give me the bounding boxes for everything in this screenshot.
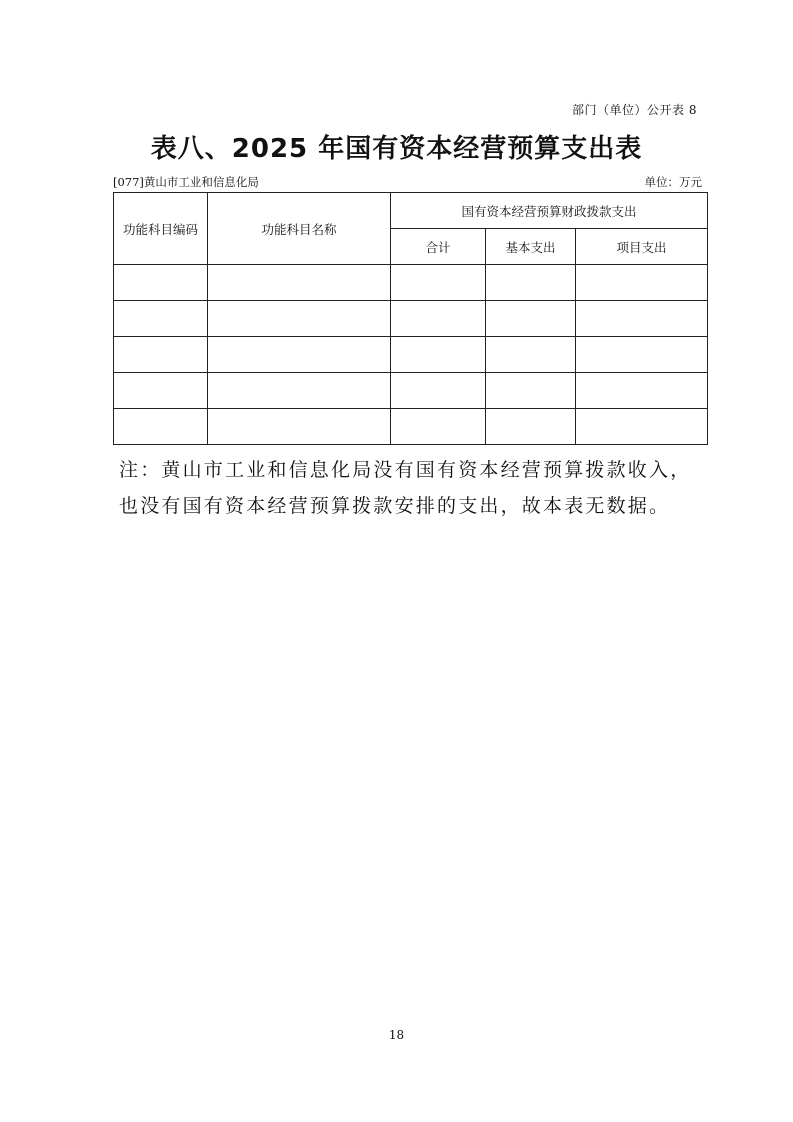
- table-cell: [208, 301, 391, 337]
- table-cell: [486, 337, 576, 373]
- column-header-basic: 基本支出: [486, 229, 576, 265]
- table-cell: [114, 337, 208, 373]
- table-cell: [576, 373, 708, 409]
- table-row: [114, 373, 708, 409]
- table-cell: [576, 409, 708, 445]
- table-cell: [486, 409, 576, 445]
- organization-label: [077]黄山市工业和信息化局: [113, 175, 259, 189]
- table-cell: [391, 373, 486, 409]
- form-code: 部门（单位）公开表 8: [572, 103, 697, 117]
- document-title: 表八、2025 年国有资本经营预算支出表: [150, 134, 643, 164]
- note-line-1: 注：黄山市工业和信息化局没有国有资本经营预算拨款收入，: [119, 459, 692, 481]
- column-header-name: 功能科目名称: [208, 193, 391, 265]
- table-cell: [114, 301, 208, 337]
- page-number: 18: [388, 1028, 405, 1042]
- unit-label: 单位：万元: [644, 175, 702, 189]
- table-cell: [486, 265, 576, 301]
- column-header-code: 功能科目编码: [114, 193, 208, 265]
- table-cell: [391, 301, 486, 337]
- column-group-header: 国有资本经营预算财政拨款支出: [391, 193, 708, 229]
- table-subheader: [113, 174, 706, 190]
- table-cell: [576, 337, 708, 373]
- column-header-project: 项目支出: [576, 229, 708, 265]
- note-line-2: 也没有国有资本经营预算拨款安排的支出，故本表无数据。: [119, 495, 671, 517]
- table-cell: [486, 373, 576, 409]
- table-cell: [391, 409, 486, 445]
- table-header-row: [114, 193, 708, 229]
- table-cell: [391, 337, 486, 373]
- table-row: [114, 409, 708, 445]
- table-cell: [576, 265, 708, 301]
- table-row: [114, 337, 708, 373]
- table-cell: [208, 373, 391, 409]
- column-header-total: 合计: [391, 229, 486, 265]
- budget-table: [113, 192, 708, 445]
- table-row: [114, 265, 708, 301]
- table-cell: [486, 301, 576, 337]
- table-cell: [208, 337, 391, 373]
- table-note: [119, 452, 719, 524]
- table-cell: [208, 265, 391, 301]
- table-cell: [576, 301, 708, 337]
- table-cell: [391, 265, 486, 301]
- table-cell: [114, 265, 208, 301]
- table-cell: [114, 409, 208, 445]
- table-cell: [208, 409, 391, 445]
- table-cell: [114, 373, 208, 409]
- table-row: [114, 301, 708, 337]
